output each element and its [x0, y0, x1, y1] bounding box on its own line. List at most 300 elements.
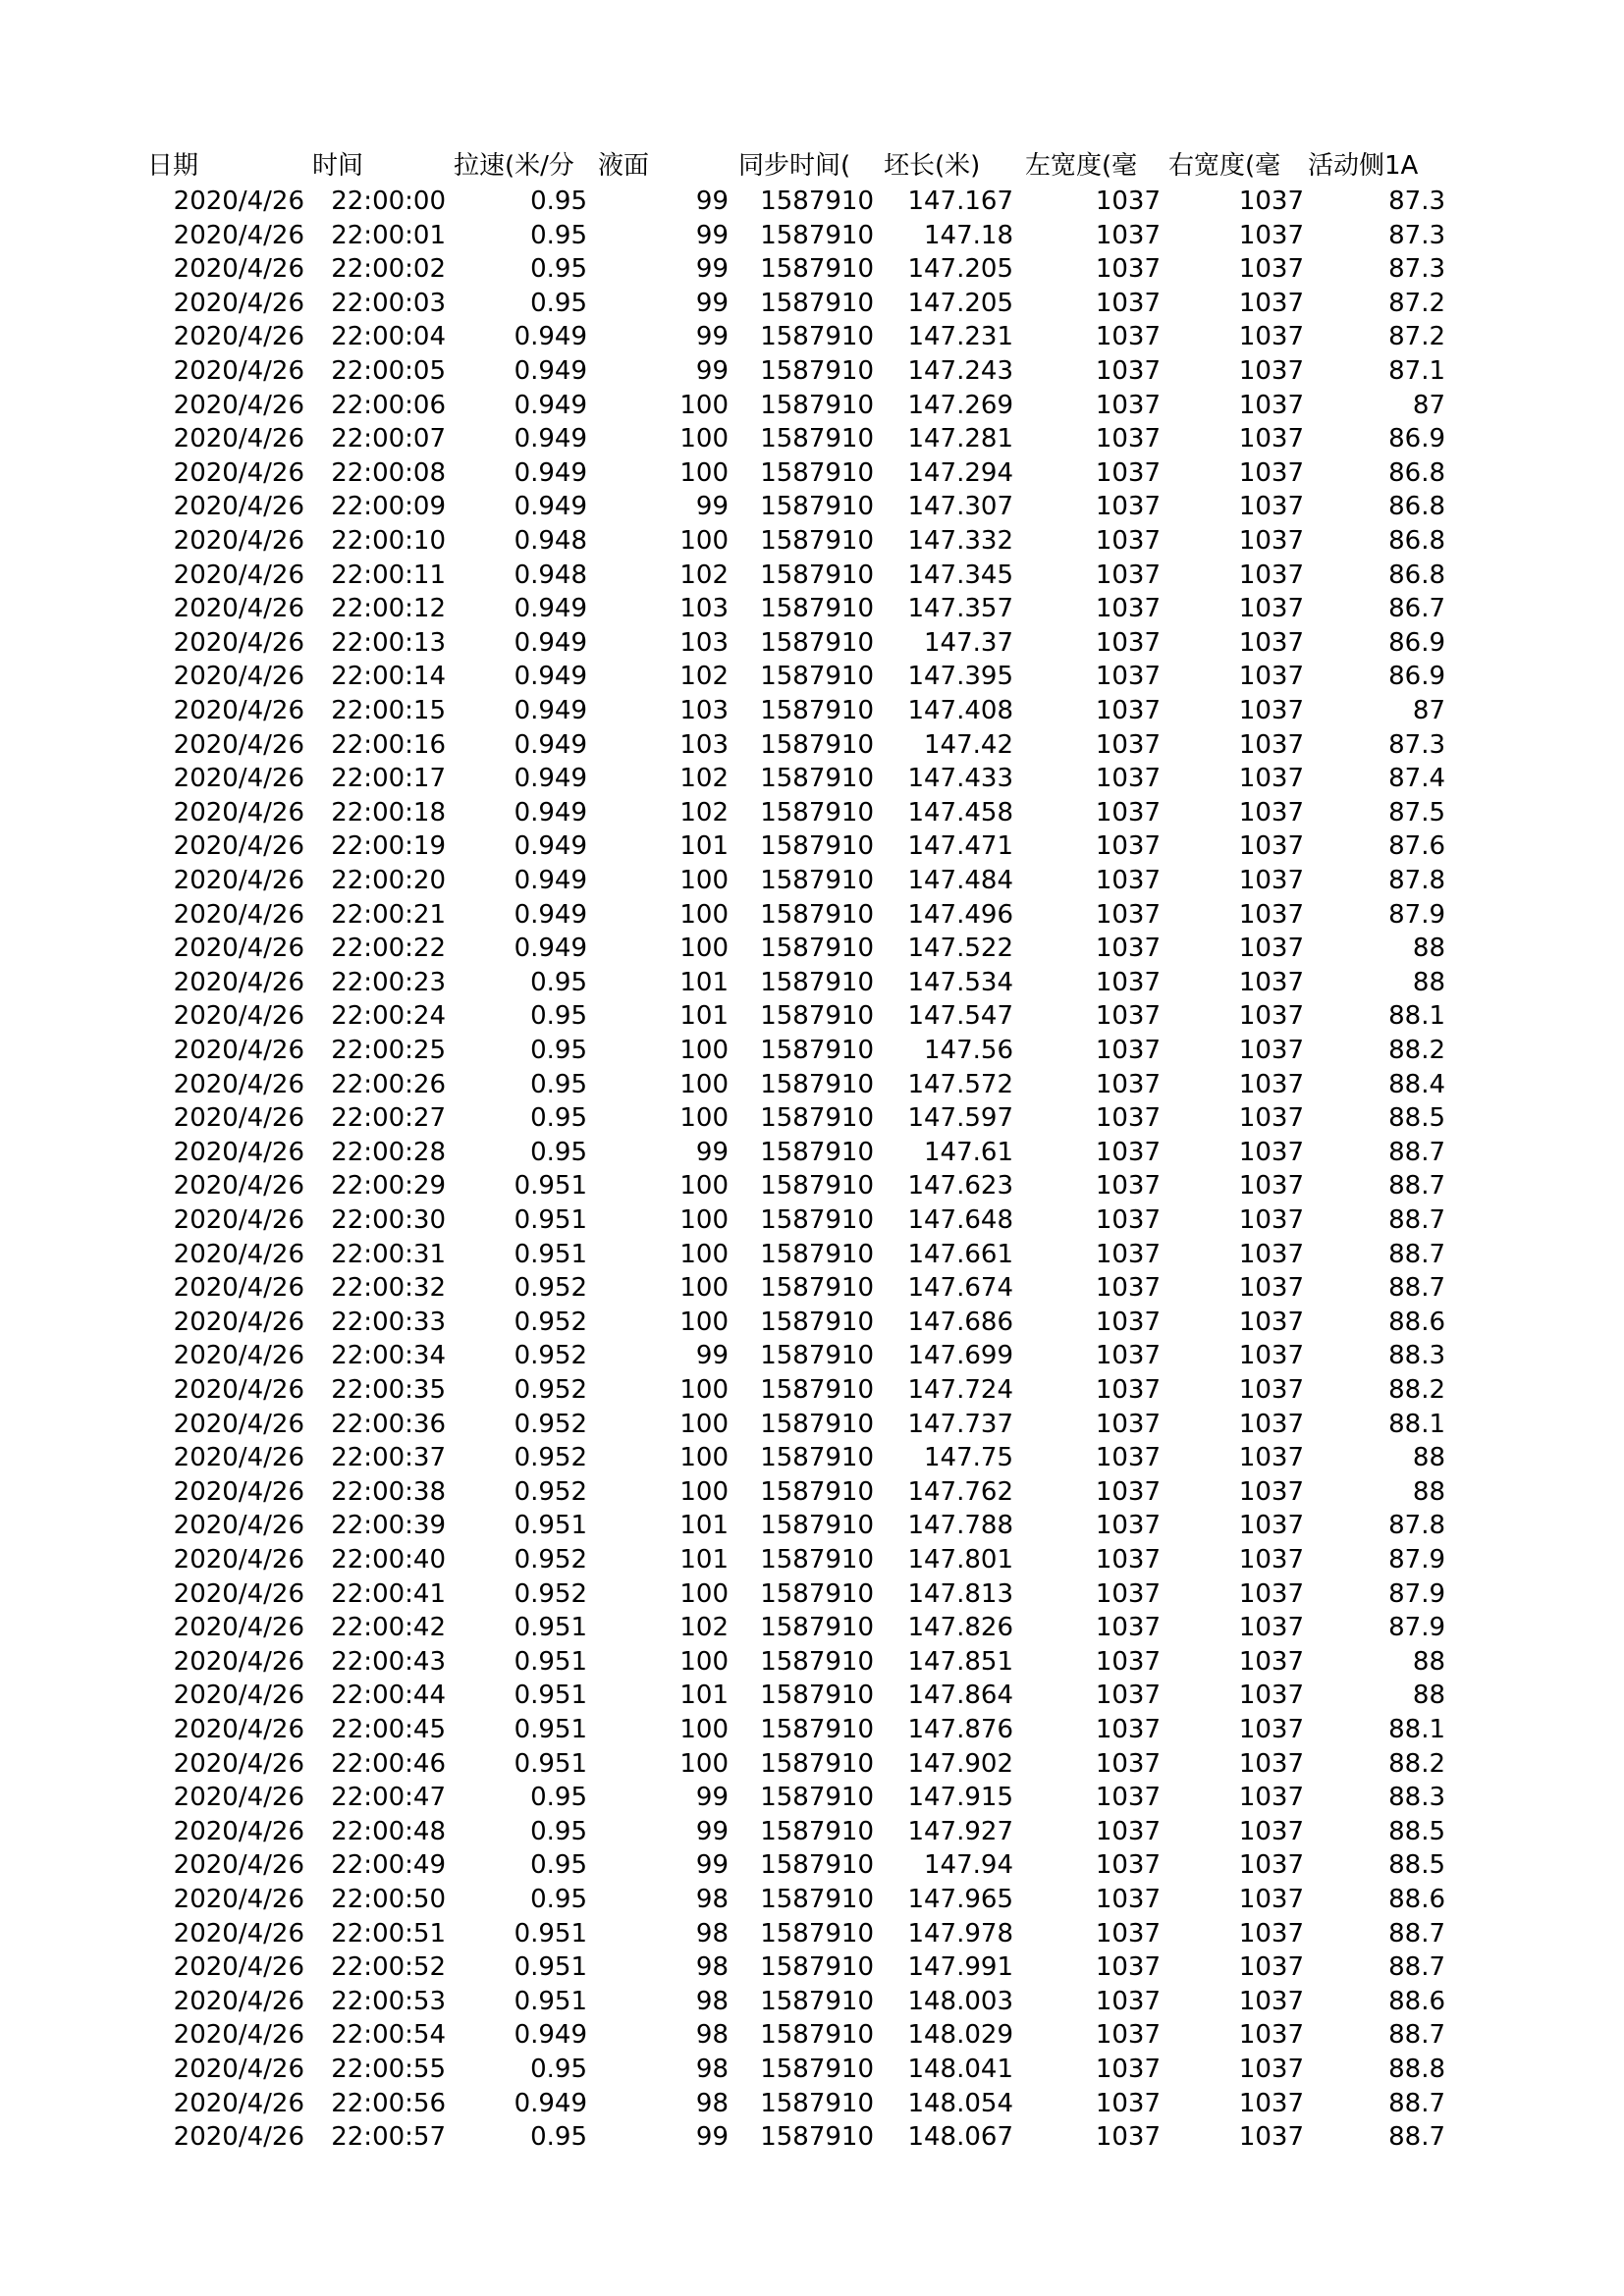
cell-active-side-1a: 87.9 — [1388, 1613, 1445, 1643]
cell-liquid-level: 100 — [679, 1476, 729, 1507]
cell-date: 2020/4/26 — [173, 1681, 304, 1711]
cell-time: 22:00:19 — [331, 831, 446, 862]
cell-pull-speed: 0.951 — [514, 1681, 587, 1711]
cell-active-side-1a: 88 — [1412, 1681, 1445, 1711]
cell-sync-time: 1587910 — [760, 1918, 874, 1949]
cell-liquid-level: 102 — [679, 764, 729, 794]
cell-time: 22:00:25 — [331, 1036, 446, 1065]
cell-left-width: 1037 — [1095, 288, 1161, 318]
cell-sync-time: 1587910 — [760, 2055, 874, 2084]
cell-right-width: 1037 — [1238, 831, 1304, 862]
header-sync-time: 同步时间( — [738, 151, 851, 181]
cell-liquid-level: 98 — [695, 2020, 729, 2051]
cell-time: 22:00:39 — [331, 1511, 446, 1541]
cell-active-side-1a: 88 — [1412, 1476, 1445, 1507]
cell-billet-length: 147.231 — [907, 322, 1013, 352]
cell-pull-speed: 0.952 — [514, 1443, 587, 1473]
cell-liquid-level: 103 — [679, 594, 729, 624]
cell-time: 22:00:27 — [331, 1103, 446, 1134]
cell-sync-time: 1587910 — [760, 1036, 874, 1065]
cell-sync-time: 1587910 — [760, 560, 874, 590]
cell-liquid-level: 102 — [679, 662, 729, 692]
cell-left-width: 1037 — [1095, 2122, 1161, 2153]
cell-pull-speed: 0.949 — [514, 899, 587, 930]
cell-pull-speed: 0.95 — [530, 254, 587, 285]
cell-billet-length: 147.826 — [907, 1613, 1013, 1643]
cell-date: 2020/4/26 — [173, 627, 304, 658]
cell-liquid-level: 100 — [679, 899, 729, 930]
cell-pull-speed: 0.948 — [514, 560, 587, 590]
cell-active-side-1a: 88.7 — [1388, 1171, 1445, 1201]
cell-pull-speed: 0.95 — [530, 187, 587, 216]
cell-right-width: 1037 — [1238, 696, 1304, 725]
cell-sync-time: 1587910 — [760, 866, 874, 895]
cell-left-width: 1037 — [1095, 729, 1161, 760]
cell-liquid-level: 99 — [695, 288, 729, 318]
cell-right-width: 1037 — [1238, 492, 1304, 522]
cell-active-side-1a: 88.7 — [1388, 2088, 1445, 2118]
cell-sync-time: 1587910 — [760, 1171, 874, 1201]
cell-date: 2020/4/26 — [173, 526, 304, 556]
cell-liquid-level: 100 — [679, 1239, 729, 1269]
cell-pull-speed: 0.951 — [514, 1918, 587, 1949]
cell-billet-length: 147.813 — [907, 1578, 1013, 1609]
cell-left-width: 1037 — [1095, 594, 1161, 624]
cell-time: 22:00:45 — [331, 1715, 446, 1744]
cell-active-side-1a: 88.2 — [1388, 1036, 1445, 1065]
cell-active-side-1a: 88 — [1412, 967, 1445, 997]
cell-right-width: 1037 — [1238, 1171, 1304, 1201]
cell-time: 22:00:33 — [331, 1307, 446, 1337]
cell-active-side-1a: 88.3 — [1388, 1341, 1445, 1371]
cell-billet-length: 147.307 — [907, 492, 1013, 522]
cell-sync-time: 1587910 — [760, 1885, 874, 1914]
cell-active-side-1a: 88.8 — [1388, 2055, 1445, 2084]
cell-right-width: 1037 — [1238, 1239, 1304, 1269]
cell-liquid-level: 100 — [679, 1036, 729, 1065]
cell-liquid-level: 100 — [679, 1375, 729, 1405]
cell-time: 22:00:29 — [331, 1171, 446, 1201]
cell-time: 22:00:24 — [331, 1001, 446, 1032]
cell-pull-speed: 0.949 — [514, 831, 587, 862]
cell-active-side-1a: 86.8 — [1388, 526, 1445, 556]
cell-left-width: 1037 — [1095, 627, 1161, 658]
cell-time: 22:00:26 — [331, 1069, 446, 1099]
cell-time: 22:00:05 — [331, 356, 446, 386]
cell-time: 22:00:17 — [331, 764, 446, 794]
cell-liquid-level: 103 — [679, 627, 729, 658]
cell-date: 2020/4/26 — [173, 2055, 304, 2084]
cell-sync-time: 1587910 — [760, 1511, 874, 1541]
cell-liquid-level: 100 — [679, 1307, 729, 1337]
cell-active-side-1a: 87.3 — [1388, 729, 1445, 760]
cell-time: 22:00:34 — [331, 1341, 446, 1371]
cell-right-width: 1037 — [1238, 1613, 1304, 1643]
cell-sync-time: 1587910 — [760, 594, 874, 624]
cell-sync-time: 1587910 — [760, 2020, 874, 2051]
cell-active-side-1a: 86.9 — [1388, 627, 1445, 658]
cell-billet-length: 147.496 — [907, 899, 1013, 930]
cell-right-width: 1037 — [1238, 1001, 1304, 1032]
cell-active-side-1a: 88.1 — [1388, 1409, 1445, 1439]
cell-pull-speed: 0.949 — [514, 390, 587, 420]
cell-active-side-1a: 87.3 — [1388, 187, 1445, 216]
cell-left-width: 1037 — [1095, 187, 1161, 216]
cell-pull-speed: 0.949 — [514, 764, 587, 794]
header-liquid-level: 液面 — [598, 151, 650, 181]
cell-sync-time: 1587910 — [760, 457, 874, 488]
cell-active-side-1a: 88.5 — [1388, 1850, 1445, 1881]
cell-billet-length: 147.471 — [907, 831, 1013, 862]
cell-pull-speed: 0.95 — [530, 1137, 587, 1167]
header-date: 日期 — [147, 151, 199, 181]
cell-right-width: 1037 — [1238, 1850, 1304, 1881]
cell-right-width: 1037 — [1238, 1375, 1304, 1405]
cell-left-width: 1037 — [1095, 1036, 1161, 1065]
cell-date: 2020/4/26 — [173, 1443, 304, 1473]
cell-right-width: 1037 — [1238, 662, 1304, 692]
cell-pull-speed: 0.952 — [514, 1273, 587, 1304]
cell-liquid-level: 99 — [695, 1783, 729, 1813]
cell-billet-length: 148.067 — [907, 2122, 1013, 2153]
cell-pull-speed: 0.949 — [514, 627, 587, 658]
cell-date: 2020/4/26 — [173, 2122, 304, 2153]
cell-active-side-1a: 88.6 — [1388, 1307, 1445, 1337]
cell-time: 22:00:52 — [331, 1952, 446, 1983]
cell-active-side-1a: 88.7 — [1388, 2020, 1445, 2051]
cell-billet-length: 148.029 — [907, 2020, 1013, 2051]
cell-billet-length: 148.054 — [907, 2088, 1013, 2118]
cell-date: 2020/4/26 — [173, 1986, 304, 2016]
cell-pull-speed: 0.949 — [514, 492, 587, 522]
cell-sync-time: 1587910 — [760, 1578, 874, 1609]
cell-active-side-1a: 86.9 — [1388, 424, 1445, 454]
cell-pull-speed: 0.952 — [514, 1307, 587, 1337]
cell-active-side-1a: 88.1 — [1388, 1001, 1445, 1032]
cell-left-width: 1037 — [1095, 1850, 1161, 1881]
cell-sync-time: 1587910 — [760, 764, 874, 794]
cell-time: 22:00:54 — [331, 2020, 446, 2051]
cell-billet-length: 147.876 — [907, 1715, 1013, 1744]
cell-billet-length: 147.61 — [924, 1137, 1013, 1167]
cell-sync-time: 1587910 — [760, 1001, 874, 1032]
cell-sync-time: 1587910 — [760, 1069, 874, 1099]
cell-pull-speed: 0.952 — [514, 1375, 587, 1405]
cell-right-width: 1037 — [1238, 1137, 1304, 1167]
cell-right-width: 1037 — [1238, 1748, 1304, 1779]
cell-billet-length: 147.927 — [907, 1816, 1013, 1846]
cell-active-side-1a: 87.9 — [1388, 1545, 1445, 1575]
cell-right-width: 1037 — [1238, 1307, 1304, 1337]
cell-billet-length: 147.281 — [907, 424, 1013, 454]
cell-right-width: 1037 — [1238, 729, 1304, 760]
cell-pull-speed: 0.949 — [514, 322, 587, 352]
cell-left-width: 1037 — [1095, 1986, 1161, 2016]
cell-time: 22:00:04 — [331, 322, 446, 352]
cell-date: 2020/4/26 — [173, 1001, 304, 1032]
cell-sync-time: 1587910 — [760, 220, 874, 250]
cell-liquid-level: 101 — [679, 831, 729, 862]
cell-left-width: 1037 — [1095, 1646, 1161, 1677]
cell-active-side-1a: 87.9 — [1388, 1578, 1445, 1609]
cell-time: 22:00:07 — [331, 424, 446, 454]
cell-date: 2020/4/26 — [173, 729, 304, 760]
cell-time: 22:00:57 — [331, 2122, 446, 2153]
cell-right-width: 1037 — [1238, 187, 1304, 216]
cell-left-width: 1037 — [1095, 1918, 1161, 1949]
cell-date: 2020/4/26 — [173, 1511, 304, 1541]
cell-right-width: 1037 — [1238, 764, 1304, 794]
cell-date: 2020/4/26 — [173, 1036, 304, 1065]
cell-left-width: 1037 — [1095, 492, 1161, 522]
cell-right-width: 1037 — [1238, 1545, 1304, 1575]
cell-sync-time: 1587910 — [760, 1545, 874, 1575]
cell-right-width: 1037 — [1238, 967, 1304, 997]
cell-left-width: 1037 — [1095, 457, 1161, 488]
cell-left-width: 1037 — [1095, 2088, 1161, 2118]
cell-right-width: 1037 — [1238, 934, 1304, 964]
cell-time: 22:00:18 — [331, 797, 446, 828]
cell-time: 22:00:50 — [331, 1885, 446, 1914]
cell-active-side-1a: 88.1 — [1388, 1715, 1445, 1744]
cell-right-width: 1037 — [1238, 2020, 1304, 2051]
cell-left-width: 1037 — [1095, 1001, 1161, 1032]
cell-billet-length: 147.18 — [924, 220, 1013, 250]
cell-right-width: 1037 — [1238, 288, 1304, 318]
cell-billet-length: 147.851 — [907, 1646, 1013, 1677]
cell-billet-length: 147.205 — [907, 254, 1013, 285]
cell-sync-time: 1587910 — [760, 1375, 874, 1405]
cell-billet-length: 147.42 — [924, 729, 1013, 760]
cell-liquid-level: 100 — [679, 424, 729, 454]
cell-billet-length: 147.661 — [907, 1239, 1013, 1269]
cell-time: 22:00:12 — [331, 594, 446, 624]
header-active-side-1a: 活动侧1A — [1308, 151, 1419, 181]
cell-left-width: 1037 — [1095, 1545, 1161, 1575]
cell-date: 2020/4/26 — [173, 1850, 304, 1881]
cell-date: 2020/4/26 — [173, 1409, 304, 1439]
cell-right-width: 1037 — [1238, 866, 1304, 895]
cell-left-width: 1037 — [1095, 1273, 1161, 1304]
cell-left-width: 1037 — [1095, 1409, 1161, 1439]
cell-sync-time: 1587910 — [760, 1783, 874, 1813]
cell-time: 22:00:48 — [331, 1816, 446, 1846]
cell-liquid-level: 101 — [679, 1545, 729, 1575]
cell-pull-speed: 0.949 — [514, 696, 587, 725]
cell-time: 22:00:44 — [331, 1681, 446, 1711]
cell-date: 2020/4/26 — [173, 457, 304, 488]
cell-liquid-level: 100 — [679, 457, 729, 488]
cell-right-width: 1037 — [1238, 1036, 1304, 1065]
cell-left-width: 1037 — [1095, 764, 1161, 794]
cell-time: 22:00:08 — [331, 457, 446, 488]
cell-date: 2020/4/26 — [173, 1816, 304, 1846]
cell-date: 2020/4/26 — [173, 2020, 304, 2051]
cell-liquid-level: 100 — [679, 934, 729, 964]
cell-sync-time: 1587910 — [760, 899, 874, 930]
cell-sync-time: 1587910 — [760, 1307, 874, 1337]
cell-date: 2020/4/26 — [173, 1545, 304, 1575]
cell-pull-speed: 0.95 — [530, 1103, 587, 1134]
cell-billet-length: 147.991 — [907, 1952, 1013, 1983]
cell-liquid-level: 100 — [679, 1205, 729, 1235]
cell-sync-time: 1587910 — [760, 1850, 874, 1881]
cell-billet-length: 147.864 — [907, 1681, 1013, 1711]
cell-time: 22:00:46 — [331, 1748, 446, 1779]
cell-time: 22:00:13 — [331, 627, 446, 658]
cell-left-width: 1037 — [1095, 1681, 1161, 1711]
cell-right-width: 1037 — [1238, 1069, 1304, 1099]
cell-pull-speed: 0.948 — [514, 526, 587, 556]
cell-right-width: 1037 — [1238, 526, 1304, 556]
cell-billet-length: 147.699 — [907, 1341, 1013, 1371]
cell-time: 22:00:55 — [331, 2055, 446, 2084]
cell-active-side-1a: 88.6 — [1388, 1986, 1445, 2016]
cell-active-side-1a: 88 — [1412, 1443, 1445, 1473]
cell-billet-length: 147.648 — [907, 1205, 1013, 1235]
cell-liquid-level: 98 — [695, 1952, 729, 1983]
cell-time: 22:00:41 — [331, 1578, 446, 1609]
header-pull-speed: 拉速(米/分 — [454, 151, 574, 181]
cell-sync-time: 1587910 — [760, 1681, 874, 1711]
cell-time: 22:00:31 — [331, 1239, 446, 1269]
cell-sync-time: 1587910 — [760, 831, 874, 862]
cell-left-width: 1037 — [1095, 662, 1161, 692]
cell-right-width: 1037 — [1238, 356, 1304, 386]
cell-billet-length: 147.534 — [907, 967, 1013, 997]
cell-left-width: 1037 — [1095, 1103, 1161, 1134]
cell-active-side-1a: 87.4 — [1388, 764, 1445, 794]
cell-liquid-level: 100 — [679, 1103, 729, 1134]
cell-pull-speed: 0.949 — [514, 2088, 587, 2118]
header-left-width: 左宽度(毫 — [1025, 151, 1138, 181]
cell-date: 2020/4/26 — [173, 764, 304, 794]
cell-right-width: 1037 — [1238, 1103, 1304, 1134]
cell-left-width: 1037 — [1095, 2020, 1161, 2051]
cell-date: 2020/4/26 — [173, 424, 304, 454]
cell-billet-length: 147.94 — [924, 1850, 1013, 1881]
cell-left-width: 1037 — [1095, 322, 1161, 352]
cell-pull-speed: 0.949 — [514, 594, 587, 624]
cell-date: 2020/4/26 — [173, 934, 304, 964]
cell-right-width: 1037 — [1238, 254, 1304, 285]
cell-sync-time: 1587910 — [760, 696, 874, 725]
cell-date: 2020/4/26 — [173, 1103, 304, 1134]
cell-date: 2020/4/26 — [173, 492, 304, 522]
cell-time: 22:00:56 — [331, 2088, 446, 2118]
cell-liquid-level: 102 — [679, 797, 729, 828]
cell-sync-time: 1587910 — [760, 1409, 874, 1439]
cell-date: 2020/4/26 — [173, 390, 304, 420]
cell-time: 22:00:00 — [331, 187, 446, 216]
cell-active-side-1a: 88.7 — [1388, 1239, 1445, 1269]
cell-left-width: 1037 — [1095, 1715, 1161, 1744]
cell-right-width: 1037 — [1238, 220, 1304, 250]
cell-billet-length: 147.965 — [907, 1885, 1013, 1914]
cell-left-width: 1037 — [1095, 967, 1161, 997]
cell-right-width: 1037 — [1238, 2122, 1304, 2153]
cell-date: 2020/4/26 — [173, 866, 304, 895]
cell-time: 22:00:22 — [331, 934, 446, 964]
cell-liquid-level: 99 — [695, 1850, 729, 1881]
cell-right-width: 1037 — [1238, 1511, 1304, 1541]
cell-liquid-level: 99 — [695, 2122, 729, 2153]
cell-left-width: 1037 — [1095, 831, 1161, 862]
cell-date: 2020/4/26 — [173, 356, 304, 386]
cell-right-width: 1037 — [1238, 1681, 1304, 1711]
cell-date: 2020/4/26 — [173, 662, 304, 692]
cell-date: 2020/4/26 — [173, 1918, 304, 1949]
cell-sync-time: 1587910 — [760, 1239, 874, 1269]
cell-active-side-1a: 86.8 — [1388, 492, 1445, 522]
cell-active-side-1a: 87.6 — [1388, 831, 1445, 862]
cell-active-side-1a: 87.8 — [1388, 1511, 1445, 1541]
cell-right-width: 1037 — [1238, 1409, 1304, 1439]
cell-left-width: 1037 — [1095, 1511, 1161, 1541]
cell-active-side-1a: 86.7 — [1388, 594, 1445, 624]
cell-time: 22:00:37 — [331, 1443, 446, 1473]
cell-pull-speed: 0.95 — [530, 220, 587, 250]
cell-liquid-level: 103 — [679, 696, 729, 725]
cell-sync-time: 1587910 — [760, 1103, 874, 1134]
cell-sync-time: 1587910 — [760, 662, 874, 692]
cell-date: 2020/4/26 — [173, 1341, 304, 1371]
cell-active-side-1a: 86.8 — [1388, 457, 1445, 488]
cell-billet-length: 147.978 — [907, 1918, 1013, 1949]
cell-left-width: 1037 — [1095, 390, 1161, 420]
cell-date: 2020/4/26 — [173, 1069, 304, 1099]
cell-billet-length: 147.332 — [907, 526, 1013, 556]
cell-pull-speed: 0.95 — [530, 1036, 587, 1065]
cell-billet-length: 147.205 — [907, 288, 1013, 318]
header-billet-length: 坯长(米) — [884, 151, 981, 181]
cell-date: 2020/4/26 — [173, 288, 304, 318]
cell-left-width: 1037 — [1095, 1613, 1161, 1643]
cell-billet-length: 147.572 — [907, 1069, 1013, 1099]
cell-time: 22:00:09 — [331, 492, 446, 522]
cell-active-side-1a: 88.2 — [1388, 1375, 1445, 1405]
cell-billet-length: 147.167 — [907, 187, 1013, 216]
cell-liquid-level: 100 — [679, 866, 729, 895]
cell-date: 2020/4/26 — [173, 1885, 304, 1914]
cell-pull-speed: 0.95 — [530, 1069, 587, 1099]
cell-pull-speed: 0.952 — [514, 1341, 587, 1371]
cell-pull-speed: 0.951 — [514, 1511, 587, 1541]
cell-date: 2020/4/26 — [173, 1578, 304, 1609]
cell-time: 22:00:36 — [331, 1409, 446, 1439]
cell-pull-speed: 0.95 — [530, 1816, 587, 1846]
cell-left-width: 1037 — [1095, 526, 1161, 556]
cell-pull-speed: 0.949 — [514, 797, 587, 828]
cell-billet-length: 147.801 — [907, 1545, 1013, 1575]
cell-billet-length: 147.357 — [907, 594, 1013, 624]
cell-left-width: 1037 — [1095, 934, 1161, 964]
cell-billet-length: 147.484 — [907, 866, 1013, 895]
cell-sync-time: 1587910 — [760, 729, 874, 760]
cell-sync-time: 1587910 — [760, 1476, 874, 1507]
cell-billet-length: 147.458 — [907, 797, 1013, 828]
cell-active-side-1a: 87 — [1412, 390, 1445, 420]
cell-date: 2020/4/26 — [173, 1307, 304, 1337]
cell-billet-length: 147.724 — [907, 1375, 1013, 1405]
cell-date: 2020/4/26 — [173, 254, 304, 285]
cell-time: 22:00:06 — [331, 390, 446, 420]
cell-sync-time: 1587910 — [760, 2088, 874, 2118]
cell-time: 22:00:28 — [331, 1137, 446, 1167]
cell-left-width: 1037 — [1095, 866, 1161, 895]
cell-liquid-level: 99 — [695, 187, 729, 216]
cell-sync-time: 1587910 — [760, 2122, 874, 2153]
